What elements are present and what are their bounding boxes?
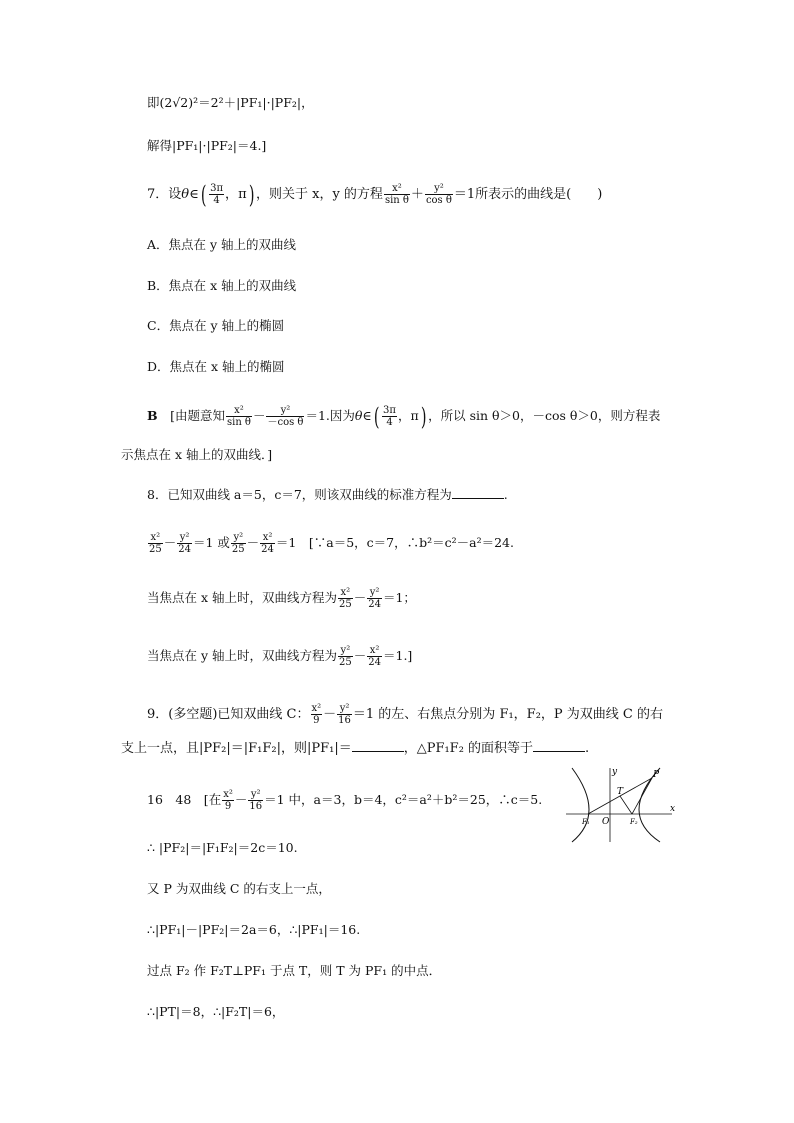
option-b: B．焦点在 x 轴上的双曲线 <box>147 278 297 293</box>
segment-f2-t <box>620 796 632 814</box>
answer-8-line-2: 当焦点在 x 轴上时，双曲线方程为 $\frac{\text{x²}}{25}$ － $\frac{\text{y²}}{24}$ ＝1； <box>147 587 416 610</box>
option-c: C．焦点在 y 轴上的椭圆 <box>147 318 285 333</box>
answer-blank-1[interactable] <box>352 741 404 752</box>
question-9-line-2: 支上一点，且|PF₂|＝|F₁F₂|，则|PF₁|＝ ，△PF₁F₂ 的面积等于 . <box>121 741 590 756</box>
hyperbola-diagram <box>566 764 678 844</box>
label-y: y <box>612 767 618 777</box>
left-branch <box>572 768 589 842</box>
question-7: 7．设θ∈( $\frac{3\pi}{4}$ ，π) ，则关于 x，y 的方程 $\frac{\text{x²}}{\text{sin θ}}$ ＋ $\frac{\text{y²}}{\text{cos θ}}$ ＝1所表示的曲线是( ) <box>147 180 603 209</box>
label-f2: F₂ <box>630 818 638 826</box>
answer-7-line-1: B [由题意知 $\frac{\text{x²}}{\text{sin θ}}$ － $\frac{\text{y²}}{\text{－cos θ}}$ ＝1.因为θ∈( $\frac{3\pi}{4}$ ，π) ，所以 sin θ＞0，－cos θ＞0，则方程表 <box>147 402 661 431</box>
solution-line-2: 解得|PF₁|·|PF₂|＝4.] <box>147 138 267 153</box>
solution-line-1: 即(2√2)²＝2²＋|PF₁|·|PF₂|， <box>147 95 314 110</box>
answer-8-line-1: $\frac{\text{x²}}{25}$ － $\frac{\text{y²}}{24}$ ＝1 或 $\frac{\text{y²}}{25}$ － $\frac{\text{x²}}{24}$ ＝1 [∵a＝5，c＝7，∴b²＝c²－a²＝24. <box>149 532 514 555</box>
question-8: 8．已知双曲线 a＝5，c＝7，则该双曲线的标准方程为 . <box>147 487 508 502</box>
answer-9-line-3: 又 P 为双曲线 C 的右支上一点， <box>147 881 331 896</box>
hyperbola-figure <box>566 764 678 844</box>
label-t: T <box>617 787 624 797</box>
answer-blank[interactable] <box>452 488 504 499</box>
answer-blank-2[interactable] <box>533 741 585 752</box>
option-d: D．焦点在 x 轴上的椭圆 <box>147 359 285 374</box>
answer-9-line-6: ∴|PT|＝8，∴|F₂T|＝6， <box>147 1004 285 1019</box>
answer-9-line-2: ∴ |PF₂|＝|F₁F₂|＝2c＝10. <box>147 840 298 855</box>
answer-9-line-1: 16 48 [在 $\frac{\text{x²}}{9}$ － $\frac{\text{y²}}{16}$ ＝1 中，a＝3，b＝4，c²＝a²＋b²＝25，∴c＝5. <box>147 789 543 812</box>
answer-7-line-2: 示焦点在 x 轴上的双曲线．] <box>121 447 273 462</box>
label-x: x <box>670 804 676 814</box>
answer-9-line-5: 过点 F₂ 作 F₂T⊥PF₁ 于点 T，则 T 为 PF₁ 的中点． <box>147 963 442 978</box>
answer-8-line-3: 当焦点在 y 轴上时，双曲线方程为 $\frac{\text{y²}}{25}$ － $\frac{\text{x²}}{24}$ ＝1.] <box>147 645 413 668</box>
answer-9-line-4: ∴|PF₁|－|PF₂|＝2a＝6，∴|PF₁|＝16. <box>147 922 361 937</box>
label-o: O <box>602 817 610 827</box>
option-a: A．焦点在 y 轴上的双曲线 <box>147 237 297 252</box>
label-f1: F₁ <box>582 818 590 826</box>
label-p: P <box>653 770 660 780</box>
question-9-line-1: 9．(多空题)已知双曲线 C： $\frac{\text{x²}}{9}$ － $\frac{\text{y²}}{16}$ ＝1 的左、右焦点分别为 F₁，F₂，P 为双曲线 C 的右 <box>147 703 663 726</box>
